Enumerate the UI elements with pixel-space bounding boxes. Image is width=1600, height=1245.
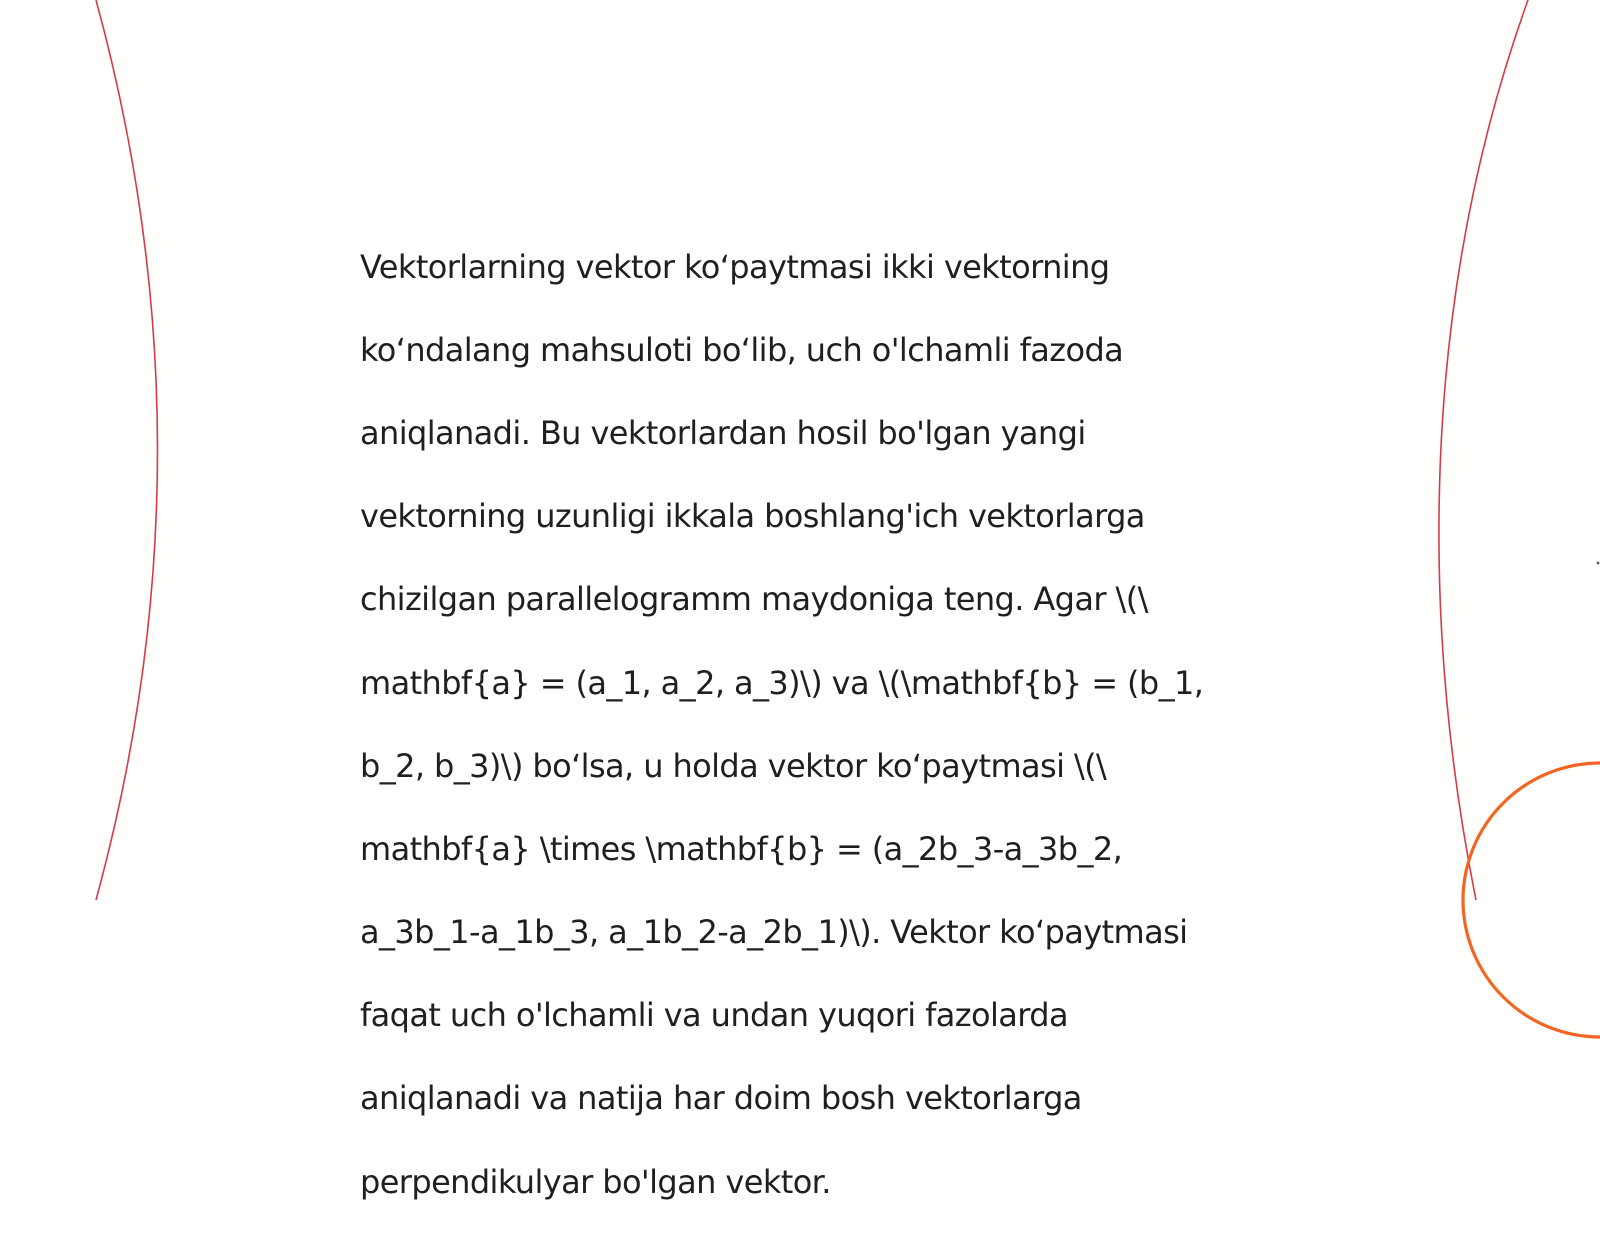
body-line: vektorning uzunligi ikkala boshlang'ich vektorlarga [360,497,1145,536]
body-line: perpendikulyar bo'lgan vektor. [360,1162,831,1201]
body-line: faqat uch o'lchamli va undan yuqori fazolarda [360,996,1068,1035]
body-line: aniqlanadi. Bu vektorlardan hosil bo'lgan yangi [360,413,1086,452]
body-paragraph [360,205,1222,1245]
corner-circle [1463,763,1600,1037]
body-line: mathbf{a} \times \mathbf{b} = (a_2b_3-a_3b_2, [360,829,1123,868]
right-arc [1439,0,1528,900]
body-line: mathbf{a} = (a_1, a_2, a_3)\) va \(\mathbf{b} = (b_1, [360,663,1204,702]
body-line: Vektorlarning vektor koʻpaytmasi ikki vektorning [360,247,1110,286]
body-line: b_2, b_3)\) boʻlsa, u holda vektor koʻpaytmasi \(\ [360,746,1107,785]
body-line: koʻndalang mahsuloti boʻlib, uch o'lchamli fazoda [360,330,1124,369]
body-line: aniqlanadi va natija har doim bosh vektorlarga [360,1079,1082,1118]
edge-dot [1597,562,1600,565]
body-line: a_3b_1-a_1b_3, a_1b_2-a_2b_1)\). Vektor koʻpaytmasi [360,913,1188,952]
body-line: chizilgan parallelogramm maydoniga teng. Agar \(\ [360,580,1148,619]
left-arc [96,0,158,900]
